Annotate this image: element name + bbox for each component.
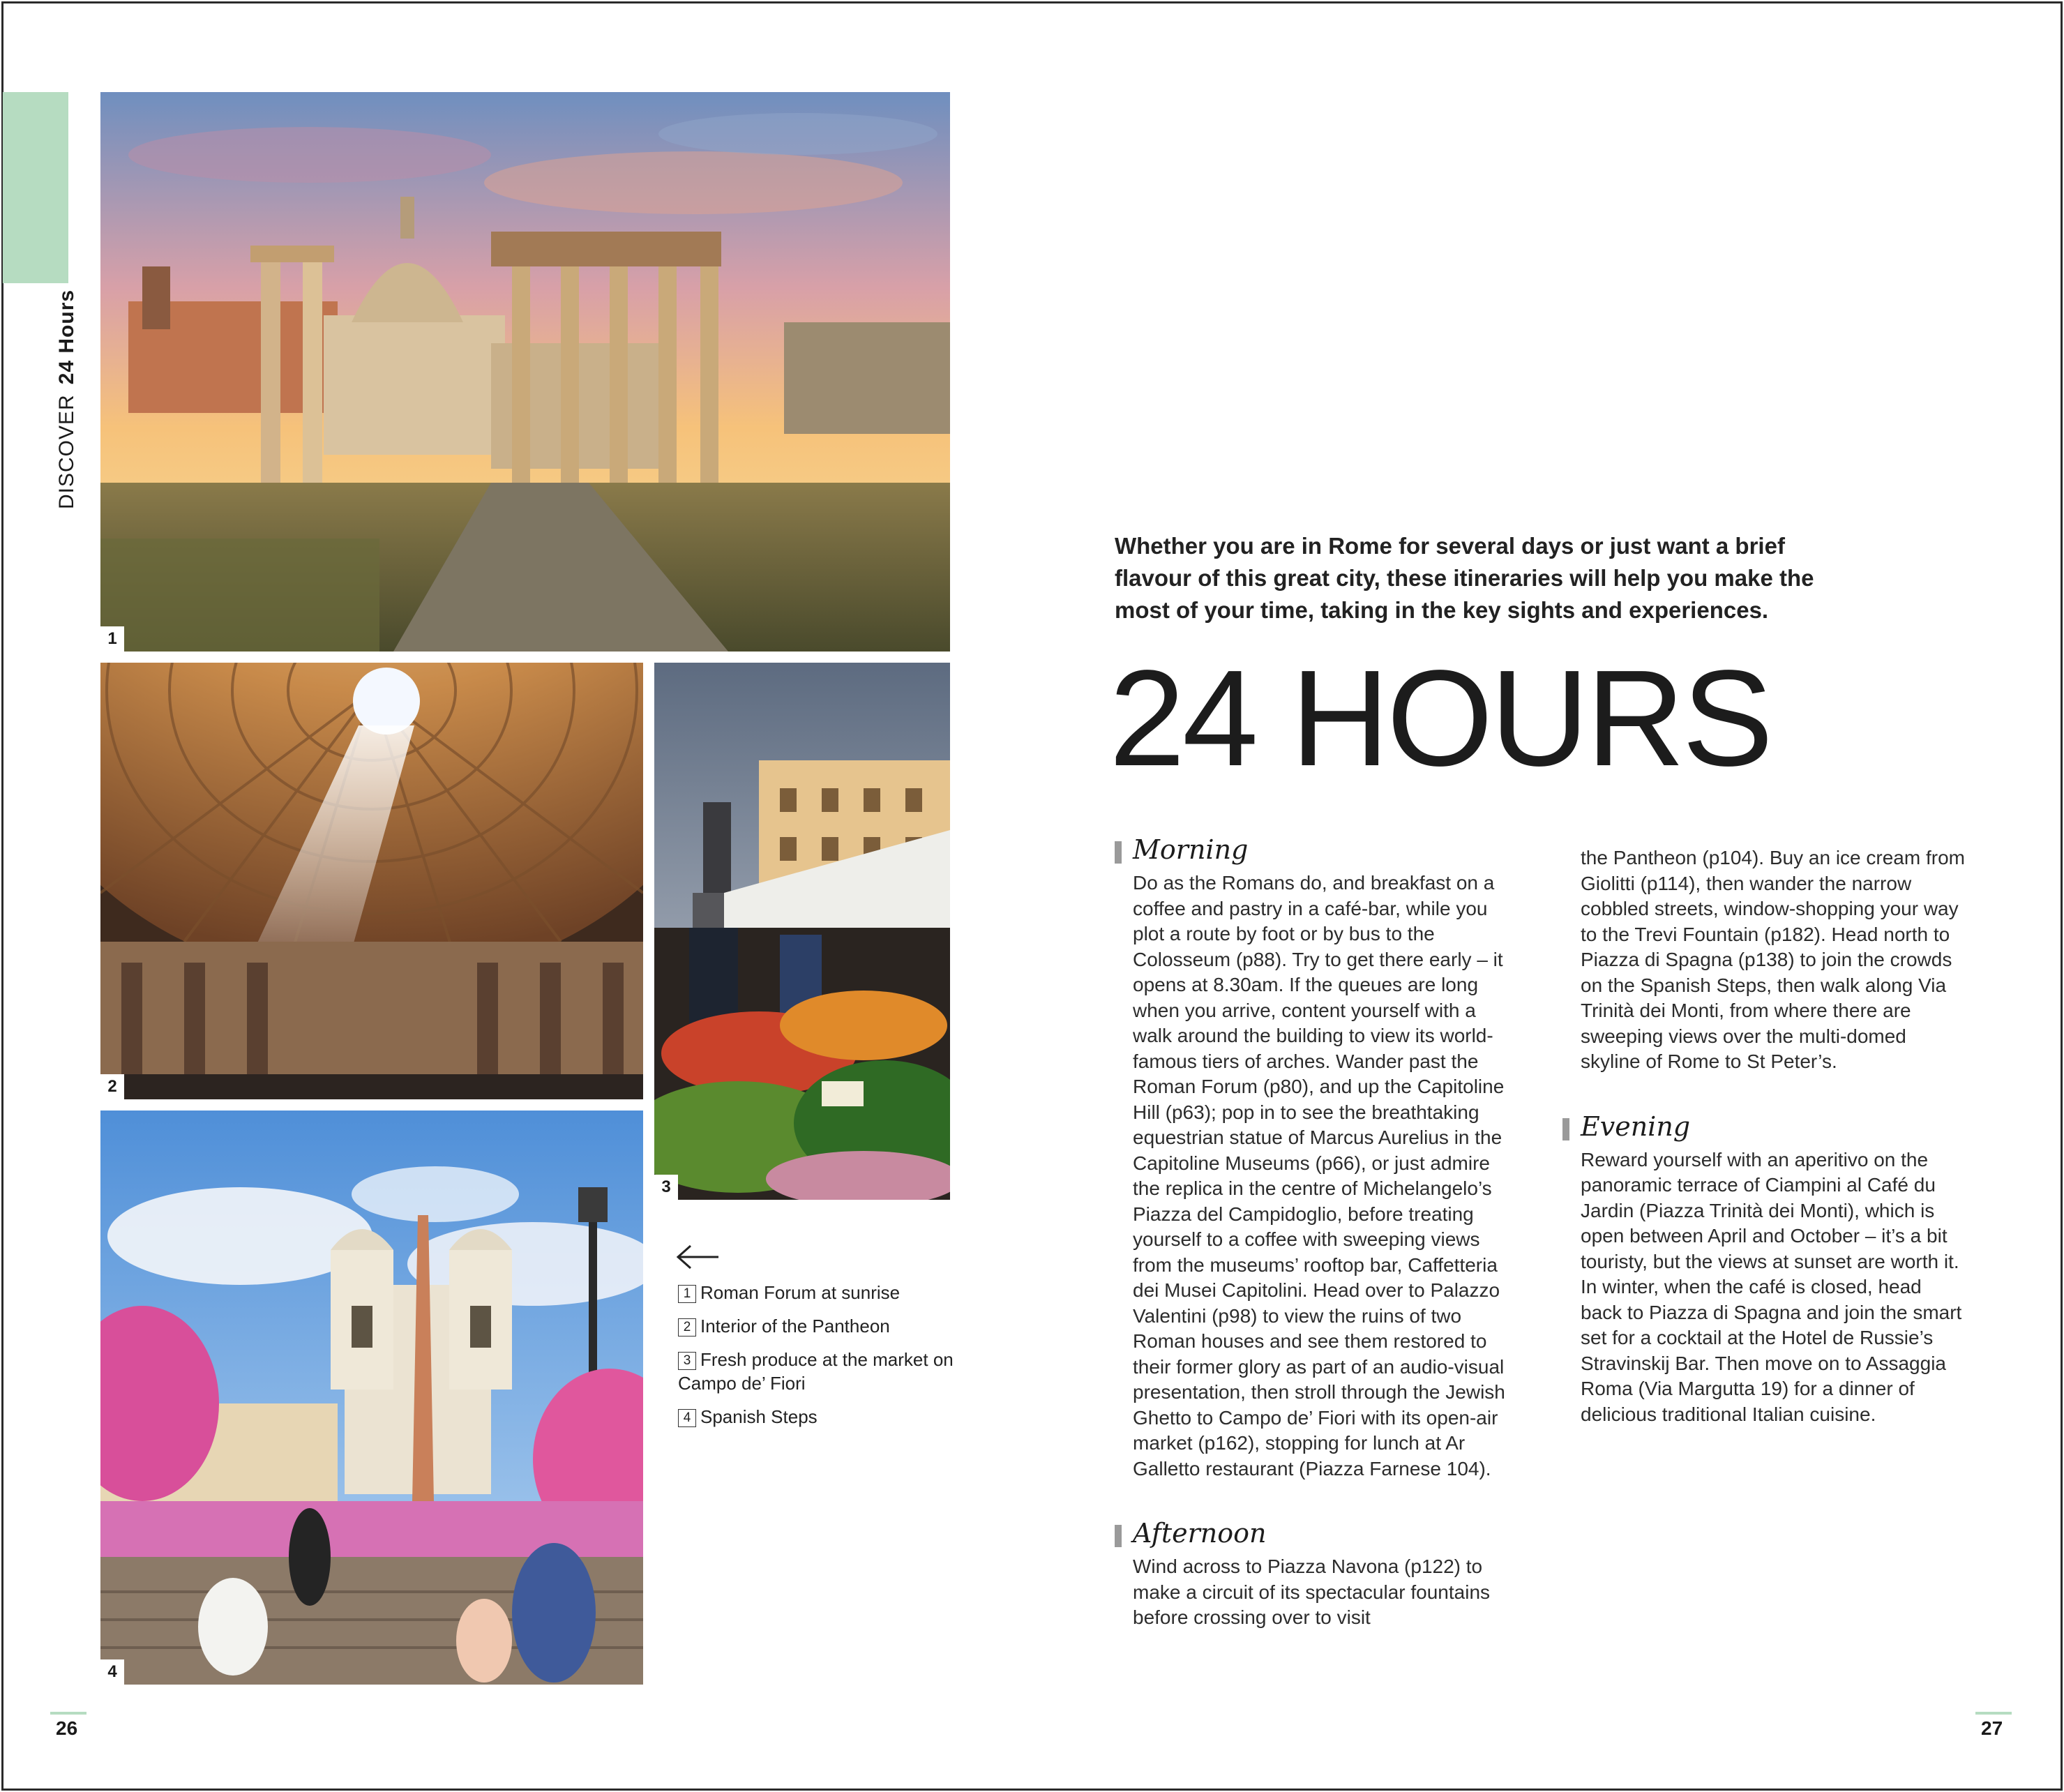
caption-number: 2 (678, 1318, 696, 1337)
section-tab (3, 92, 68, 283)
section-heading-morning: Morning (1115, 834, 1519, 865)
text-column-right (1562, 845, 1967, 1427)
caption-text: Fresh produce at the market on Campo de’ Fiori (678, 1349, 954, 1394)
photo-pantheon-interior (100, 663, 643, 1099)
photo-roman-forum (100, 92, 950, 652)
caption-text: Roman Forum at sunrise (700, 1282, 901, 1303)
photo-number: 4 (100, 1659, 124, 1685)
photo-number: 3 (654, 1175, 678, 1200)
photo-spanish-steps (100, 1110, 643, 1685)
text-column-left (1115, 834, 1519, 1631)
arrow-left-icon (675, 1243, 720, 1271)
photo-number: 1 (100, 626, 124, 652)
caption-text: Interior of the Pantheon (700, 1316, 890, 1337)
page-number-rule (50, 1712, 86, 1715)
section-text-morning: Do as the Romans do, and breakfast on a coffee and pastry in a café-bar, while you plot a route by foot or by bus to the Colosseum (p88). Try to get there early – it opens at 8.30am. If the queues are long when you arrive, content yourself with a walk around the building to view its world-famous tiers of arches. Wander past the Roman Forum (p80), and up the Capitoline Hill (p63); pop in to see the breathtaking equestrian statue of Marcus Aurelius in the Capitoline Museums (p66), or just admire the replica in the centre of Michelangelo’s Piazza del Campidoglio, before treating yourself to a coffee with sweeping views from the museums’ rooftop bar, Caffetteria dei Musei Capitolini. Head over to Palazzo Valentini (p98) to view the ruins of two Roman houses and see them restored to their former glory as part of an audio-visual presentation, then stroll through the Jewish Ghetto to Campo de’ Fiori with its open-air market (p162), stopping for lunch at Ar Galletto restaurant (Piazza Farnese 104). (1133, 872, 1505, 1479)
intro-paragraph: Whether you are in Rome for several days or just want a brief flavour of this great city, these itineraries will help you make the most of your time, taking in the key sights and experiences. (1115, 533, 1814, 623)
caption-item (678, 1314, 957, 1338)
running-header-section: DISCOVER (55, 394, 78, 509)
page-number-left: 26 (56, 1717, 78, 1739)
caption-item (678, 1281, 957, 1304)
photo-captions (678, 1281, 957, 1438)
section-text-afternoon-continued: the Pantheon (p104). Buy an ice cream from Giolitti (p114), then wander the narrow cobbled streets, window-shopping your way to the Trevi Fountain (p182). Head north to Piazza di Spagna (p138) to join the crowds on the Spanish Steps, then walk along Via Trinità dei Monti, from where there are sweeping views over the multi-domed skyline of Rome to St Peter’s. (1581, 847, 1965, 1072)
caption-number: 3 (678, 1352, 696, 1370)
caption-number: 4 (678, 1409, 696, 1427)
page-title: 24 HOURS (1109, 642, 1771, 795)
page-number-rule (1975, 1712, 2012, 1715)
section-text-evening: Reward yourself with an aperitivo on the panoramic terrace of Ciampini al Café du Jardin (Piazza Trinità dei Monti), which is open between April and October – it’s a bit touristy, but the views at sunset are worth it. In winter, when the café is closed, head back to Piazza di Spagna and join the smart set for a cocktail at the Hotel de Russie’s Stravinskij Bar. Then move on to Assaggia Roma (Via Margutta 19) for a dinner of delicious traditional Italian cuisine. (1581, 1148, 1962, 1425)
caption-item (678, 1348, 957, 1395)
caption-number: 1 (678, 1285, 696, 1303)
page-number-right: 27 (1981, 1717, 2003, 1739)
section-heading-evening: Evening (1562, 1111, 1967, 1142)
running-header-topic: 24 Hours (55, 289, 78, 385)
section-heading-afternoon: Afternoon (1115, 1518, 1519, 1549)
running-header (46, 289, 88, 509)
photo-campo-market (654, 663, 950, 1200)
caption-item (678, 1405, 957, 1429)
photo-number: 2 (100, 1074, 124, 1099)
caption-text: Spanish Steps (700, 1406, 818, 1427)
section-text-afternoon: Wind across to Piazza Navona (p122) to make a circuit of its spectacular fountains before crossing over to visit (1133, 1556, 1491, 1628)
